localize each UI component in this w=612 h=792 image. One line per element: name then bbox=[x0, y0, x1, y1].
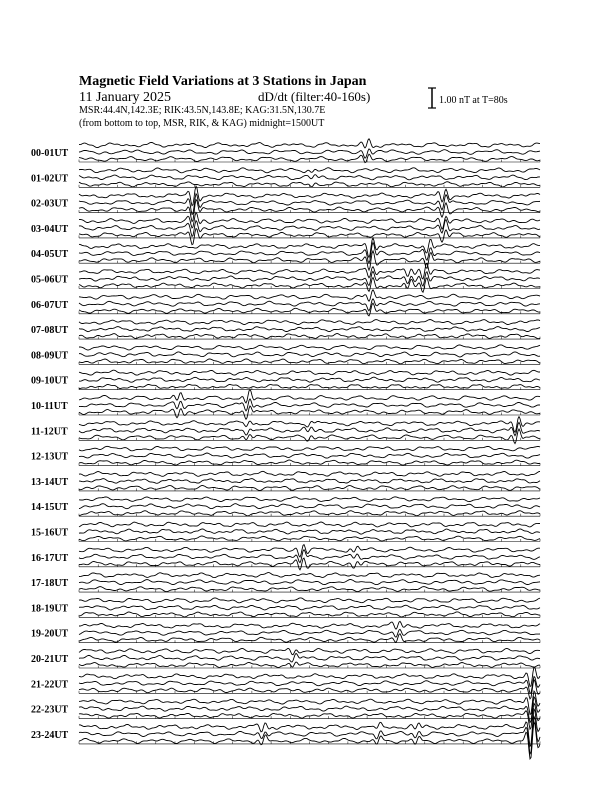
hour-row-label: 18-19UT bbox=[31, 603, 69, 615]
hour-row bbox=[31, 320, 540, 340]
hour-row-label: 06-07UT bbox=[31, 299, 69, 311]
hour-row bbox=[31, 497, 540, 516]
station-trace-kag bbox=[79, 139, 540, 148]
hour-row bbox=[31, 709, 540, 759]
hour-row bbox=[31, 446, 540, 465]
hour-row bbox=[31, 667, 540, 699]
hour-row bbox=[31, 168, 540, 188]
hour-rows bbox=[31, 139, 540, 759]
station-trace-kag bbox=[79, 497, 540, 502]
station-trace-rik bbox=[79, 529, 540, 534]
station-trace-rik bbox=[79, 504, 540, 509]
hour-row-label: 20-21UT bbox=[31, 654, 69, 665]
chart-date: 11 January 2025 bbox=[79, 90, 172, 105]
station-order-note: (from bottom to top, MSR, RIK, & KAG) midnight=1500UT bbox=[79, 118, 325, 129]
hour-row bbox=[31, 186, 540, 222]
hour-row bbox=[31, 213, 540, 245]
scale-bar bbox=[428, 88, 508, 108]
hour-row-label: 11-12UT bbox=[31, 426, 68, 438]
station-trace-kag bbox=[79, 648, 540, 654]
hour-row-label: 13-14UT bbox=[31, 476, 69, 488]
hour-row-label: 10-11UT bbox=[31, 401, 68, 412]
hour-row-label: 03-04UT bbox=[31, 223, 69, 235]
hour-row-label: 01-02UT bbox=[31, 173, 69, 185]
station-trace-kag bbox=[79, 345, 540, 350]
station-trace-kag bbox=[79, 545, 540, 557]
hour-row bbox=[31, 648, 540, 668]
hour-row-label: 19-20UT bbox=[31, 628, 69, 640]
station-trace-kag bbox=[79, 598, 540, 603]
station-trace-kag bbox=[79, 264, 540, 280]
hour-row bbox=[31, 370, 540, 390]
hour-row-label: 23-24UT bbox=[31, 729, 69, 741]
hour-row-label: 05-06UT bbox=[31, 274, 69, 286]
station-trace-rik bbox=[79, 605, 540, 610]
hour-row-label: 04-05UT bbox=[31, 249, 69, 261]
hour-row-label: 00-01UT bbox=[31, 148, 69, 159]
hour-row bbox=[31, 139, 540, 163]
station-coordinates: MSR:44.4N,142.3E; RIK:43.5N,143.8E; KAG:31.5N,130.7E bbox=[79, 105, 326, 116]
station-trace-msr bbox=[79, 703, 540, 729]
station-trace-kag bbox=[79, 389, 540, 403]
station-trace-kag bbox=[79, 522, 540, 527]
hour-row-label: 16-17UT bbox=[31, 552, 69, 564]
station-trace-kag bbox=[79, 320, 540, 325]
chart-quantity: dD/dt (filter:40-160s) bbox=[258, 89, 371, 104]
hour-row bbox=[31, 691, 540, 729]
hour-row bbox=[31, 522, 540, 542]
station-trace-rik bbox=[79, 653, 540, 662]
station-trace-kag bbox=[79, 370, 540, 375]
hour-row-label: 02-03UT bbox=[31, 198, 69, 210]
hour-row bbox=[31, 264, 540, 293]
hour-row bbox=[31, 545, 540, 570]
hour-row-label: 15-16UT bbox=[31, 527, 69, 539]
station-trace-kag bbox=[79, 691, 540, 714]
station-trace-rik bbox=[79, 299, 540, 311]
station-trace-rik bbox=[79, 453, 540, 458]
station-trace-rik bbox=[79, 580, 540, 585]
hour-row-label: 09-10UT bbox=[31, 375, 69, 387]
station-trace-kag bbox=[79, 621, 540, 629]
station-trace-rik bbox=[79, 479, 540, 484]
hour-row bbox=[31, 573, 540, 593]
hour-row-label: 21-22UT bbox=[31, 679, 69, 691]
scale-bar-label: 1.00 nT at T=80s bbox=[439, 95, 508, 106]
station-trace-msr bbox=[79, 558, 540, 570]
chart-title: Magnetic Field Variations at 3 Stations in Japan bbox=[79, 74, 367, 89]
station-trace-rik bbox=[79, 399, 540, 411]
hour-row bbox=[31, 345, 540, 365]
hour-row-label: 22-23UT bbox=[31, 704, 69, 716]
station-trace-kag bbox=[79, 573, 540, 578]
hour-row-label: 08-09UT bbox=[31, 350, 69, 362]
station-trace-kag bbox=[79, 290, 540, 301]
station-trace-rik bbox=[79, 242, 540, 263]
station-trace-rik bbox=[79, 327, 540, 332]
hour-row-label: 12-13UT bbox=[31, 451, 69, 463]
hour-row bbox=[31, 471, 540, 491]
station-trace-rik bbox=[79, 175, 540, 180]
station-trace-rik bbox=[79, 352, 540, 357]
station-trace-rik bbox=[79, 717, 540, 754]
hour-row bbox=[31, 290, 540, 316]
hour-row bbox=[31, 598, 540, 618]
hour-row-label: 14-15UT bbox=[31, 502, 69, 514]
hour-row-label: 17-18UT bbox=[31, 578, 69, 590]
hour-row bbox=[31, 238, 540, 270]
station-trace-rik bbox=[79, 377, 540, 382]
hour-row bbox=[31, 417, 540, 444]
hour-row bbox=[31, 621, 540, 642]
station-trace-kag bbox=[79, 446, 540, 451]
station-trace-rik bbox=[79, 149, 540, 158]
station-trace-msr bbox=[79, 429, 540, 444]
station-trace-kag bbox=[79, 168, 540, 173]
station-trace-kag bbox=[79, 471, 540, 476]
hour-row bbox=[31, 389, 540, 419]
station-trace-rik bbox=[79, 629, 540, 637]
hour-row-label: 07-08UT bbox=[31, 325, 69, 337]
